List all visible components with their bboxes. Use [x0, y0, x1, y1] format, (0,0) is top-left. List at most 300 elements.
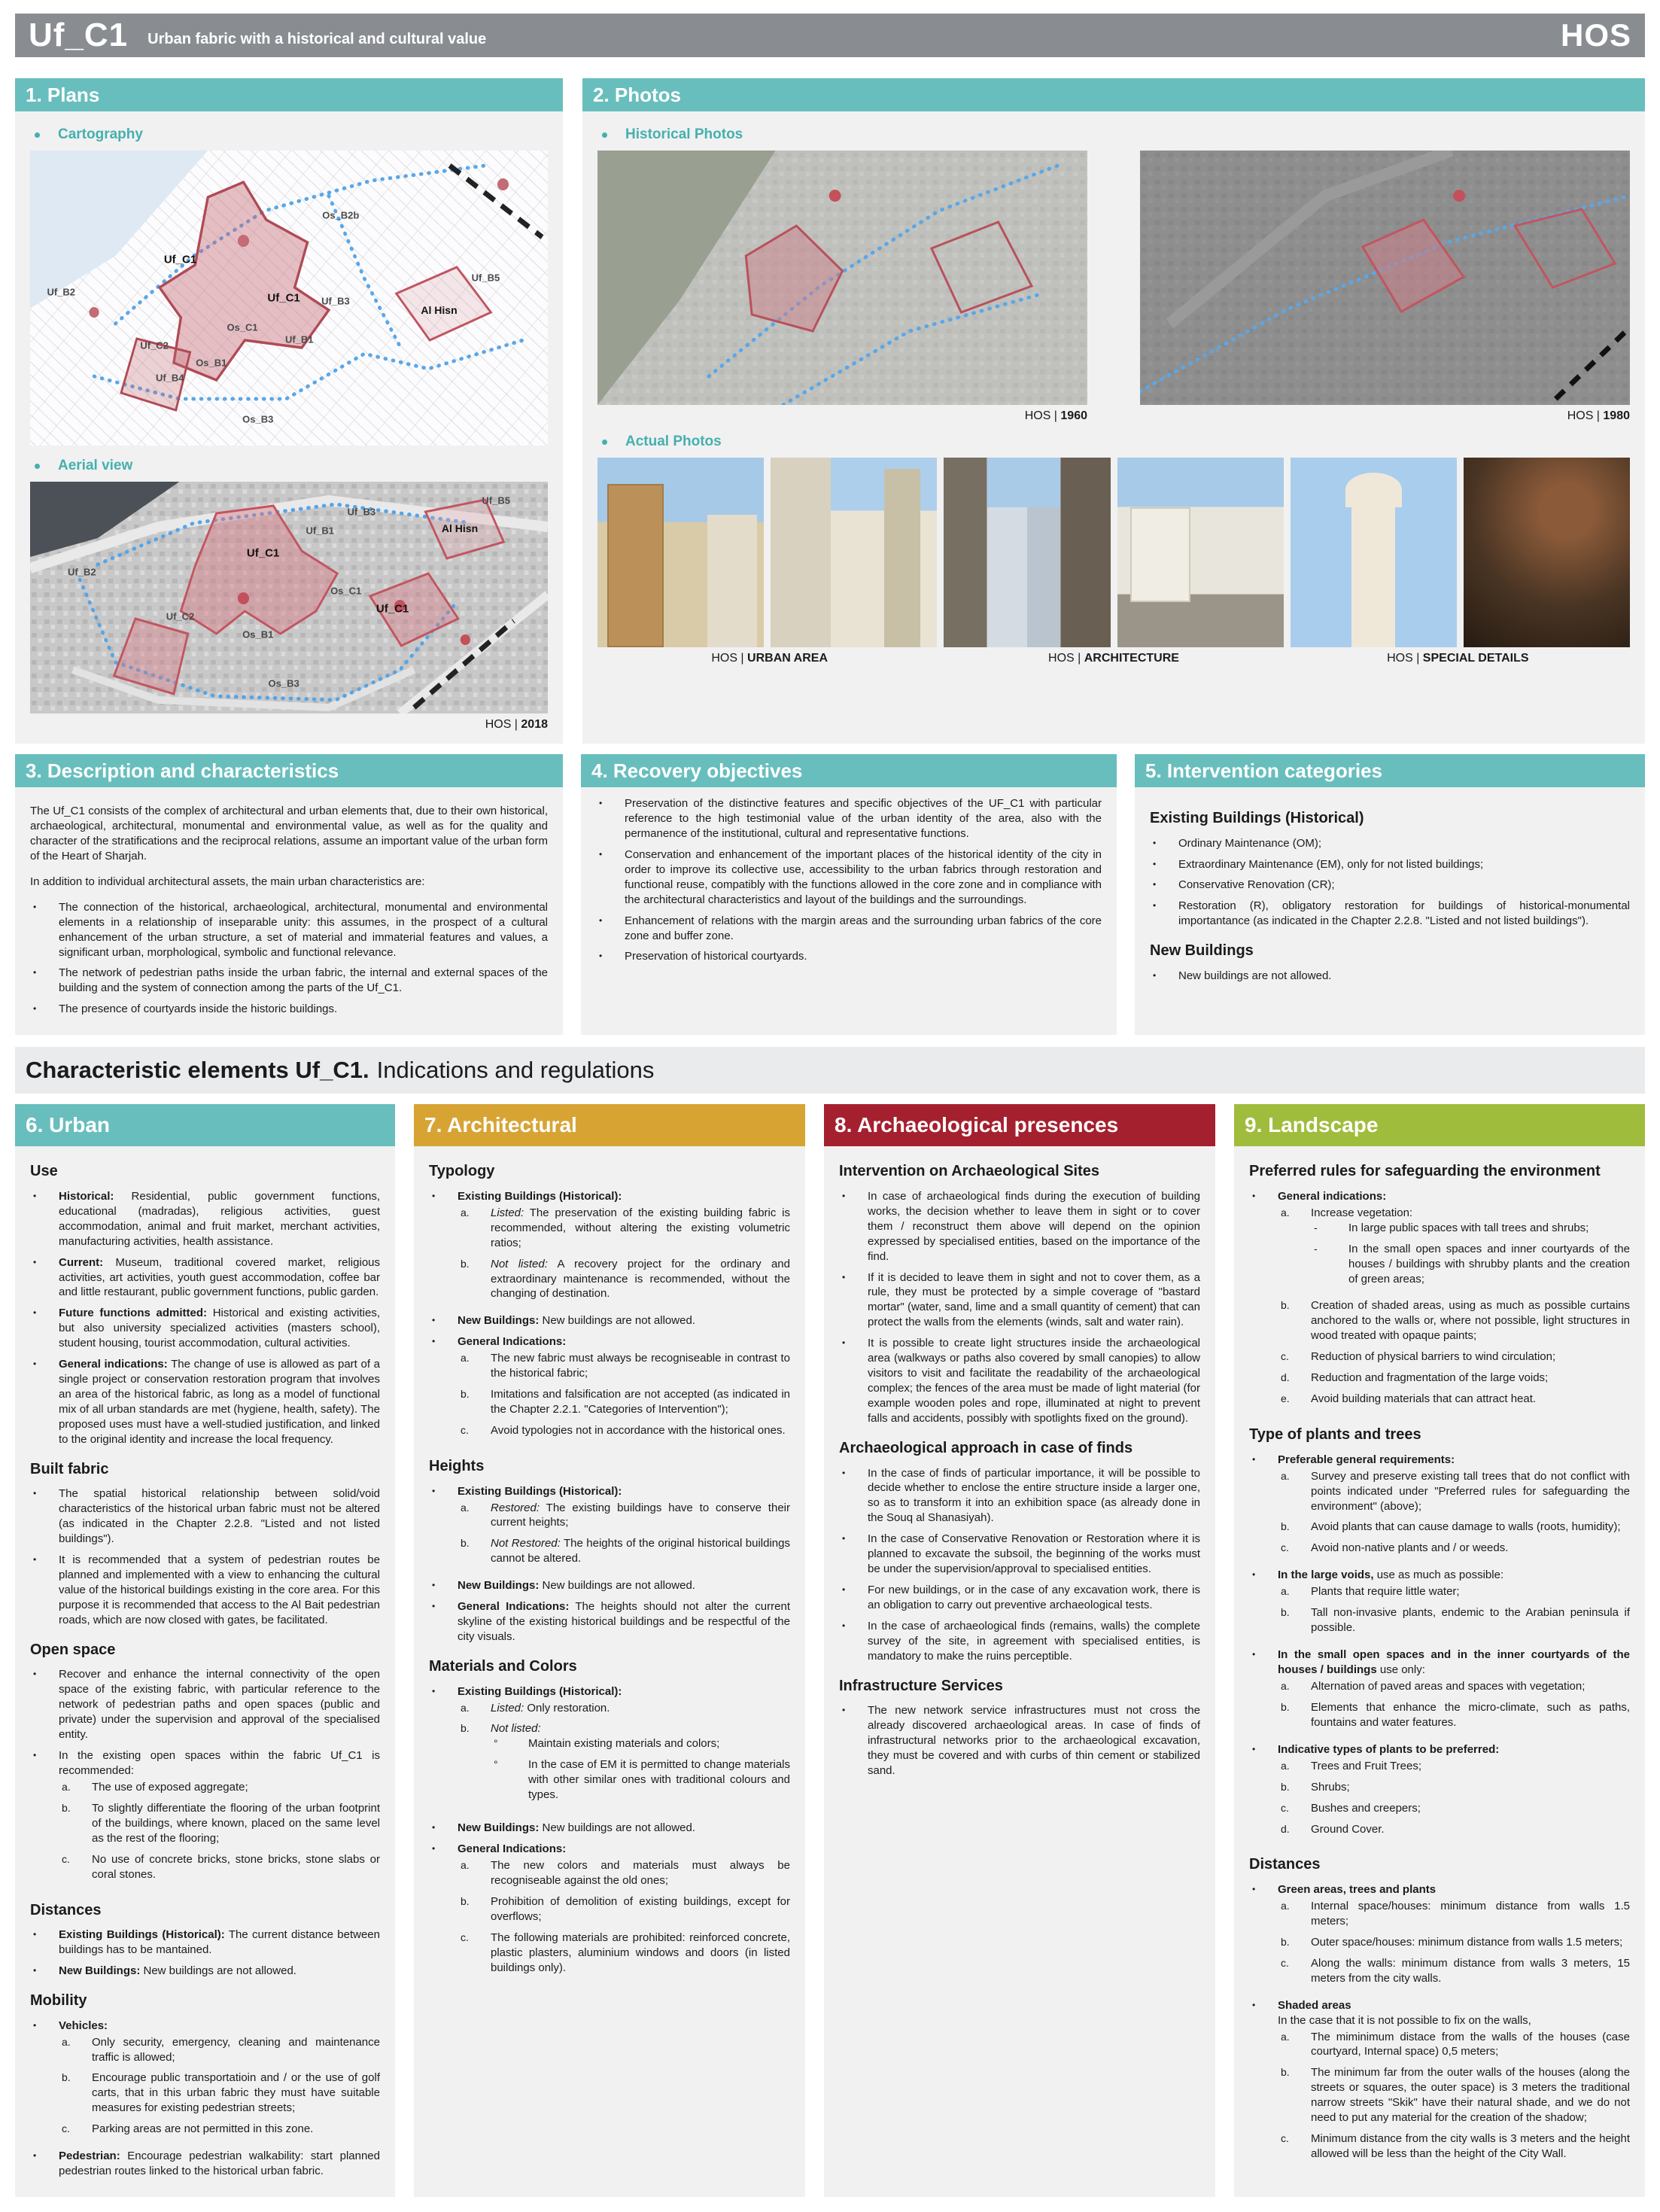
list-marker: ° — [494, 1737, 498, 1750]
list-item — [30, 1306, 380, 1351]
list-item — [1278, 1956, 1630, 1986]
actual-photo-1 — [597, 458, 764, 647]
list-marker: a. — [461, 1501, 470, 1514]
list — [1249, 1882, 1630, 2168]
list-item — [458, 1858, 790, 1888]
list-item-text: In the case of Conservative Renovation or Restoration where it is planned to excavate the subsoil, the beginning of the works must be under the supervision/approval to specialised entities. — [868, 1532, 1200, 1576]
list-item — [1150, 969, 1630, 984]
list-item-text: Reduction of physical barriers to wind circulation; — [1311, 1350, 1556, 1364]
list-item-text: Green areas, trees and plants a. Internal space/houses: minimum distance from walls 1.5 meters; b. Outer space/houses: minimum distance from walls 1.5 meters; c. Along the walls: minimum distance from walls 3 meters, 15 meters from the city walls. — [1278, 1883, 1630, 1985]
section-recovery-header: 4. Recovery objectives — [581, 754, 1117, 787]
list-marker: • — [1252, 1453, 1256, 1465]
list-item — [491, 1736, 790, 1751]
map-label: Uf_B4 — [155, 372, 184, 384]
list-marker: b. — [1281, 1780, 1290, 1793]
section-landscape-header: 9. Landscape — [1234, 1104, 1645, 1146]
list-item — [1249, 1742, 1630, 1843]
map-label: Os_B3 — [268, 677, 299, 689]
list-marker: • — [432, 1190, 436, 1201]
list-item — [1311, 1221, 1630, 1236]
intervention-body — [1135, 787, 1645, 1035]
list-item — [458, 1387, 790, 1417]
map-label: Uf_B5 — [482, 494, 510, 507]
map-label: Os_C1 — [227, 321, 258, 333]
subsection-heading: Intervention on Archaeological Sites — [839, 1163, 1099, 1180]
list — [1249, 1189, 1630, 1413]
list-marker: b. — [1281, 1700, 1290, 1713]
cartography-label: Cartography — [30, 126, 548, 143]
list-marker: a. — [1281, 1759, 1290, 1772]
list-item-text: New Buildings: New buildings are not allowed. — [458, 1821, 695, 1835]
list-marker: a. — [1281, 1469, 1290, 1482]
list-marker: • — [599, 848, 603, 860]
list-item-text: Alternation of paved areas and spaces with vegetation; — [1311, 1679, 1586, 1693]
list — [30, 1486, 380, 1627]
map-label: Uf_C2 — [166, 610, 195, 622]
list-item — [1249, 1648, 1630, 1736]
list-item-text: The new colors and materials must always be recogniseable against the old ones; — [491, 1859, 790, 1887]
list-item-text: It is possible to create light structures inside the archaeological area (walkways or paths also covered by small canopies) to allow visitors to visit and facilitate the readability of the archaeological complex; the fences of the area must be made of light material (for example wooden poles and rope, illuminated at night to prevent falls and accidents, possibly with spotlights fixed on the ground). — [868, 1337, 1200, 1425]
list-marker: • — [432, 1336, 436, 1347]
landscape-body — [1234, 1146, 1645, 2197]
list-item — [429, 1334, 790, 1444]
list-marker: b. — [1281, 1935, 1290, 1948]
list-item — [1150, 857, 1630, 872]
list-item-text: The following materials are prohibited: reinforced concrete, plastic plasters, aluminium windows and doors (in listed buildings only). — [491, 1931, 790, 1974]
list-marker: • — [33, 2019, 37, 2031]
list — [30, 1667, 380, 1888]
list-item — [1278, 1759, 1630, 1774]
characteristic-elements-banner: Characteristic elements Uf_C1. Indications and regulations — [15, 1047, 1645, 1094]
list — [1278, 1759, 1630, 1837]
list — [1278, 2030, 1630, 2162]
list-item — [1311, 1242, 1630, 1287]
list-item — [429, 1842, 790, 1982]
list-item-text: Restored: The existing buildings have to conserve their current heights; — [491, 1501, 790, 1529]
historical-photo-1980 — [1140, 151, 1630, 405]
section-archaeological — [824, 1104, 1215, 2197]
list-item-text: The spatial historical relationship between solid/void characteristics of the historical urban fabric must not be altered (as indicated in the Chapter 2.2.8. "Listed and not listed buildings"). — [59, 1487, 380, 1546]
list-item — [30, 1486, 380, 1547]
list-marker: a. — [461, 1352, 470, 1365]
list-marker: • — [33, 1359, 37, 1370]
list-item — [1278, 1700, 1630, 1730]
list-item — [429, 1313, 790, 1328]
map-label: Uf_B5 — [471, 272, 500, 284]
list-marker: • — [432, 1822, 436, 1833]
list-item — [839, 1189, 1200, 1264]
list — [839, 1466, 1200, 1664]
list-marker: - — [1314, 1221, 1318, 1234]
list-item-text: Pedestrian: Encourage pedestrian walkability: start planned pedestrian routes linked to the historical urban fabric. — [59, 2150, 380, 2178]
list-item-text: In case of archaeological finds during the execution of building works, the decision whether to leave them in sight or to cover them / reconstruct them above will depend on the opinion expressed by specialised entities, based on the importance of the find. — [868, 1189, 1200, 1263]
list-item — [429, 1821, 790, 1836]
list-item-text: The miminimum distace from the walls of the houses (case courtyard, Internal space) 0,5 meters; — [1311, 2030, 1630, 2058]
list-item-text: Vehicles: a. Only security, emergency, cleaning and maintenance traffic is allowed; b. Encourage public transportatioin and / or the use of golf carts, that in this urban fabric they must have suitable measures for existing pedestrian streets; c. Parking areas are not permitted in this zone. — [59, 2019, 380, 2136]
list-item — [1278, 1298, 1630, 1343]
list-item-text: Ordinary Maintenance (OM); — [1178, 836, 1322, 850]
list-marker: c. — [1281, 1801, 1289, 1814]
list-marker: c. — [1281, 1541, 1289, 1554]
section-architectural-header: 7. Architectural — [414, 1104, 805, 1146]
list-item-text: New Buildings: New buildings are not allowed. — [458, 1579, 695, 1593]
list-marker: - — [1314, 1242, 1318, 1255]
list-item — [1150, 899, 1630, 929]
section-urban-header: 6. Urban — [15, 1104, 395, 1146]
list-item — [458, 1536, 790, 1566]
list-marker: • — [842, 1190, 846, 1201]
list-item-text: Restoration (R), obligatory restoration for buildings of historical-monumental importantance (as indicated in the Chapter 2.2.8. "Listed and not listed buildings"). — [1178, 899, 1630, 928]
list-item-text: New Buildings: New buildings are not allowed. — [59, 1964, 296, 1978]
list-item-text: In the existing open spaces within the fabric Uf_C1 is recommended: a. The use of exposed aggregate; b. To slightly differentiate the flooring of the urban footprint of the buildings, where known, placed on the same level as the rest of the flooring; c. No use of concrete bricks, stone bricks, stone slabs or coral stones. — [59, 1749, 380, 1881]
actual-photo-5 — [1291, 458, 1457, 647]
list-item-text: In the large voids, use as much as possible: a. Plants that require little water; b. Tall non-invasive plants, endemic to the Arabian peninsula if possible. — [1278, 1568, 1630, 1635]
list — [59, 2035, 380, 2137]
list-item — [458, 1351, 790, 1381]
list-marker: e. — [1281, 1392, 1290, 1405]
map-label-uf-c1: Uf_C1 — [246, 546, 280, 560]
list-marker: a. — [62, 1781, 71, 1794]
list-marker: a. — [1281, 1899, 1290, 1912]
list-item-text: Extraordinary Maintenance (EM), only for not listed buildings; — [1178, 857, 1484, 871]
hos-logo: HOS — [1560, 17, 1631, 53]
list-item-text: In large public spaces with tall trees and shrubs; — [1348, 1221, 1589, 1234]
list-marker: a. — [1281, 1679, 1290, 1692]
paragraph: The Uf_C1 consists of the complex of architectural and urban elements that, due to their own historical, archaeological, architectural, monumental and environmental value, as well as for the quality and character of the stratifications and the reciprocal relations, assume an important value of the urban form of the Heart of Sharjah. — [30, 805, 548, 863]
subsection-heading: Distances — [30, 1901, 102, 1918]
list-marker: c. — [62, 1852, 70, 1865]
list-marker: • — [432, 1485, 436, 1496]
map-label-al-hisn: Al Hisn — [421, 303, 458, 316]
list-item — [458, 1701, 790, 1716]
list-item-text: Existing Buildings (Historical): a. Listed: Only restoration. b. Not listed: ° Maintain existing materials and colors; ° In the case of EM it is permitted to change materials with other similar ones with traditional colours and types. — [458, 1684, 790, 1815]
list — [458, 1206, 790, 1302]
list-item-text: General indications: a. Increase vegetation: - In large public spaces with tall trees and shrubs; - In the small open spaces and inner courtyards of the houses / buildings with shrubby plants and the creation of green areas; b. Creation of shaded areas, using as much as possible curtains anchored to the walls or, where not possible, light structures in wood treated with opaque paints; c. Reduction of physical barriers to wind circulation; d. Reduction and fragmentation of the large voids; e. Avoid building materials that can attract heat. — [1278, 1189, 1630, 1406]
list-item-text: No use of concrete bricks, stone bricks, stone slabs or coral stones. — [92, 1852, 380, 1881]
list-item — [429, 1684, 790, 1815]
list-marker: b. — [1281, 1520, 1290, 1533]
list-item — [1278, 1780, 1630, 1795]
list-item-text: The new fabric must always be recogniseable in contrast to the historical fabric; — [491, 1352, 790, 1380]
list-marker: • — [33, 1965, 37, 1976]
list-item — [30, 1928, 380, 1958]
list-item-text: Shrubs; — [1311, 1780, 1350, 1794]
list — [30, 2019, 380, 2179]
list-item — [30, 2019, 380, 2144]
section-urban — [15, 1104, 395, 2197]
list-item — [1278, 1541, 1630, 1556]
list-marker: • — [1153, 858, 1157, 869]
urban-body — [15, 1146, 395, 2197]
list — [458, 1501, 790, 1567]
list-item-text: It is recommended that a system of pedestrian routes be planned and implemented with a view to enhancing the cultural value of the historical buildings existing in the core area. For this purpose it is recommended that access to the Al Bait pedestrian roads, which are now closed with gates, be facilitated. — [59, 1553, 380, 1626]
list-item — [1278, 1469, 1630, 1514]
list-marker: • — [1252, 1649, 1256, 1660]
list-marker: • — [842, 1584, 846, 1596]
list-item-text: In the case of finds of particular importance, it will be possible to decide whether to enclose the entire structure inside a larger one, so as to transform it into an exhibition space (as already done in the Souq al Shanasiyah). — [868, 1466, 1200, 1525]
map-label: Uf_B2 — [68, 566, 96, 578]
title-bar — [15, 14, 1645, 57]
list-item — [458, 1931, 790, 1976]
list — [30, 900, 548, 1018]
list-item-text: Elements that enhance the micro-climate, such as paths, fountains and water features. — [1311, 1700, 1630, 1729]
actual-photo-6 — [1464, 458, 1630, 647]
list-item — [458, 1721, 790, 1809]
teal-bullet-icon — [35, 132, 40, 138]
list-item-text: General indications: The change of use is allowed as part of a single project or conservation restoration program that involves an area of the historical fabric, as long as a model of functional mix of all urban standards are met (hygiene, health, safety). The proposed uses must have a well-studied justification, and linked to the original identity and increase the local frequency. — [59, 1358, 381, 1446]
list — [30, 1928, 380, 1979]
list-item — [1249, 1568, 1630, 1642]
list-item — [30, 1748, 380, 1888]
list-marker: c. — [1281, 2132, 1289, 2145]
section-description-header: 3. Description and characteristics — [15, 754, 563, 787]
list-item-text: Increase vegetation: - In large public spaces with tall trees and shrubs; - In the small open spaces and inner courtyards of the houses / buildings with shrubby plants and the creation of green areas; — [1311, 1206, 1630, 1286]
paragraph: In addition to individual architectural assets, the main urban characteristics are: — [30, 875, 425, 888]
list-marker: b. — [461, 1257, 470, 1270]
list — [59, 1780, 380, 1882]
map-label: Os_C1 — [330, 585, 362, 597]
list-item-text: General Indications: a. The new fabric must always be recogniseable in contrast to the historical fabric; b. Imitations and falsification are not accepted (as indicated in the Chapter 2.2.1. "Categories of Intervention"); c. Avoid typologies not in accordance with the historical ones. — [458, 1335, 790, 1438]
list-item — [839, 1466, 1200, 1526]
list-item-text: Avoid building materials that can attract heat. — [1311, 1392, 1537, 1406]
list-item — [491, 1757, 790, 1803]
list-marker: • — [1153, 837, 1157, 848]
list-marker: a. — [461, 1701, 470, 1714]
actual-caption-urban-area: HOS | URBAN AREA — [711, 652, 828, 665]
aerial-view-image — [30, 482, 548, 713]
list-item — [1278, 1371, 1630, 1386]
list-item — [1278, 2030, 1630, 2060]
section-photos — [582, 78, 1645, 744]
list-marker: a. — [1281, 2030, 1290, 2043]
list-item-text: Avoid non-native plants and / or weeds. — [1311, 1541, 1509, 1555]
list-marker: • — [842, 1467, 846, 1478]
teal-bullet-icon — [602, 440, 607, 445]
list — [458, 1351, 790, 1438]
list — [1311, 1221, 1630, 1287]
list — [458, 1858, 790, 1976]
list-marker: • — [33, 2150, 37, 2162]
list-item-text: If it is decided to leave them in sight and not to cover them, as a rule, they must be protected by a simple coverage of "bastard mortar" (water, sand, lime and a small quantity of cement) that can protect the walls from the elements (winds, salt and water rain). — [868, 1270, 1200, 1329]
cartography-map — [30, 151, 548, 446]
map-label: Uf_B2 — [47, 286, 76, 298]
section-description — [15, 754, 563, 1035]
subsection-heading: Preferred rules for safeguarding the environment — [1249, 1163, 1601, 1180]
list-marker: b. — [461, 1537, 470, 1550]
list-item — [1249, 1453, 1630, 1562]
list-item — [30, 2149, 380, 2179]
list-item-text: In the small open spaces and inner courtyards of the houses / buildings with shrubby plants and the creation of green areas; — [1348, 1242, 1630, 1286]
list-item — [1150, 878, 1630, 893]
list-item — [30, 1964, 380, 1979]
list-marker: • — [1153, 969, 1157, 981]
list-item-text: Prohibition of demolition of existing buildings, except for overflows; — [491, 1894, 790, 1923]
list-item-text: Shaded areas In the case that it is not possible to fix on the walls, a. The miminimum distace from the walls of the houses (case courtyard, Internal space) 0,5 meters; b. The minimum far from the outer walls of the houses (along the streets or squares, the outer space) is 3 meters the traditional narrow streets "Skik" have their natural shade, and we do not need to put any material for the creation of the shadow; c. Minimum distance from the city walls is 3 meters and the height allowed will be less than the height of the City Wall. — [1278, 1998, 1630, 2161]
list-item — [59, 2122, 380, 2137]
actual-caption-special-details: HOS | SPECIAL DETAILS — [1387, 652, 1529, 665]
list-item-text: New Buildings: New buildings are not allowed. — [458, 1314, 695, 1328]
list — [458, 1701, 790, 1809]
list-item-text: Plants that require little water; — [1311, 1585, 1460, 1599]
list-marker: • — [33, 1256, 37, 1267]
list-marker: b. — [1281, 1299, 1290, 1312]
list-marker: b. — [1281, 1606, 1290, 1619]
list — [839, 1189, 1200, 1426]
list-item-text: Tall non-invasive plants, endemic to the Arabian peninsula if possible. — [1311, 1606, 1630, 1635]
list-item — [596, 796, 1102, 841]
list-item — [458, 1501, 790, 1531]
subsection-heading: New Buildings — [1150, 942, 1254, 960]
historical-photos-label: Historical Photos — [597, 126, 1630, 143]
section-photos-header: 2. Photos — [582, 78, 1645, 111]
list-item-text: In the case of EM it is permitted to change materials with other similar ones with traditional colours and types. — [528, 1758, 790, 1802]
list-marker: • — [1153, 900, 1157, 911]
list-item-text: Ground Cover. — [1311, 1822, 1385, 1836]
list-item — [30, 1553, 380, 1628]
list — [1150, 969, 1630, 984]
list-item — [1278, 1349, 1630, 1365]
actual-photo-4 — [1117, 458, 1284, 647]
list-item — [429, 1599, 790, 1645]
list-marker: • — [432, 1685, 436, 1696]
description-body — [15, 787, 563, 1035]
map-label: Os_B1 — [196, 357, 227, 369]
section-intervention-header: 5. Intervention categories — [1135, 754, 1645, 787]
list — [30, 1189, 380, 1447]
list-item-text: Preservation of historical courtyards. — [625, 950, 807, 963]
list-item-text: Parking areas are not permitted in this zone. — [92, 2122, 314, 2136]
subsection-heading: Use — [30, 1163, 58, 1180]
list-item — [458, 1894, 790, 1924]
list — [1278, 1206, 1630, 1407]
archaeological-body — [824, 1146, 1215, 2197]
list-item-text: Not Restored: The heights of the original historical buildings cannot be altered. — [491, 1537, 790, 1565]
historical-caption-1960: HOS | 1960 — [1024, 409, 1087, 422]
aerial-view-label: Aerial view — [30, 458, 548, 474]
list-item-text: Not listed: ° Maintain existing materials and colors; ° In the case of EM it is permitted to change materials with other similar ones with traditional colours and types. — [491, 1722, 790, 1802]
subsection-heading: Existing Buildings (Historical) — [1150, 810, 1364, 826]
fabric-code: Uf_C1 — [29, 17, 129, 53]
list — [491, 1736, 790, 1803]
list-item-text: General Indications: a. The new colors and materials must always be recogniseable against the old ones; b. Prohibition of demolition of existing buildings, except for overflows; c. The following materials are prohibited: reinforced concrete, plastic plasters, aluminium windows and doors (in listed buildings only). — [458, 1842, 790, 1974]
list-item-text: Indicative types of plants to be preferred: a. Trees and Fruit Trees; b. Shrubs; c. Bushes and creepers; d. Ground Cover. — [1278, 1742, 1630, 1843]
list-marker: • — [599, 951, 603, 962]
list-marker: ° — [494, 1758, 498, 1771]
map-label: Os_B3 — [242, 413, 274, 425]
subsection-heading: Infrastructure Services — [839, 1677, 1003, 1694]
list-item — [596, 949, 1102, 964]
list-item — [839, 1583, 1200, 1613]
map-label: Uf_B1 — [284, 333, 314, 345]
list-item-text: Conservative Renovation (CR); — [1178, 878, 1335, 892]
list-marker: • — [432, 1601, 436, 1612]
list-item — [1249, 1189, 1630, 1413]
list-marker: c. — [461, 1424, 469, 1437]
list — [1278, 1584, 1630, 1635]
list-item-text: The minimum far from the outer walls of the houses (along the streets or squares, the outer space) is 3 meters the traditional narrow streets "Skik" have their natural shade, and we do not need to put any material for the creation of the shadow; — [1311, 2066, 1630, 2125]
list-marker: d. — [1281, 1822, 1290, 1835]
list-item-text: Historical: Residential, public government functions, educational (madradas), religious activities, guest accommodation, animal and fruit market, merchant activities, manufacturing activities, health assistance. — [59, 1189, 380, 1248]
list-marker: • — [842, 1620, 846, 1631]
list-item — [30, 966, 548, 996]
list-item — [1278, 2131, 1630, 2162]
list-item — [596, 847, 1102, 908]
list-item-text: Trees and Fruit Trees; — [1311, 1759, 1421, 1772]
list-marker: • — [842, 1705, 846, 1716]
subsection-heading: Heights — [429, 1457, 485, 1474]
list-marker: • — [842, 1533, 846, 1544]
list — [429, 1189, 790, 1444]
list-marker: d. — [1281, 1371, 1290, 1384]
map-label: Os_B2b — [322, 209, 360, 221]
list-marker: c. — [1281, 1350, 1289, 1363]
list-marker: • — [1252, 1884, 1256, 1895]
list-marker: b. — [461, 1894, 470, 1907]
list-marker: a. — [1281, 1206, 1290, 1219]
section-landscape — [1234, 1104, 1645, 2197]
list-item-text: Survey and preserve existing tall trees that do not conflict with points indicated under "Preferred rules for safeguarding the environment" (above); — [1311, 1469, 1630, 1513]
historical-caption-1980: HOS | 1980 — [1567, 409, 1630, 422]
list-marker: • — [1252, 1569, 1256, 1581]
list-item-text: Current: Museum, traditional covered market, religious activities, art activities, youth guest accommodation, coffee bar and little restaurant, public government functions, public garden. — [59, 1255, 380, 1299]
list-item-text: Existing Buildings (Historical): The current distance between buildings has to be mantained. — [59, 1928, 380, 1957]
recovery-body — [581, 787, 1117, 1035]
historical-photo-1960 — [597, 151, 1087, 405]
list-item-text: The use of exposed aggregate; — [92, 1781, 248, 1794]
list-marker: • — [842, 1271, 846, 1282]
list-item — [429, 1578, 790, 1593]
list-marker: b. — [62, 2071, 71, 2084]
historical-photo-art — [1140, 151, 1630, 405]
list-item-text: Listed: The preservation of the existing building fabric is recommended, without altering the existing volumetric ratios; — [491, 1206, 790, 1249]
list-item-text: New buildings are not allowed. — [1178, 969, 1332, 982]
list-marker: b. — [461, 1388, 470, 1401]
list-item-text: The connection of the historical, archaeological, architectural, monumental and environmental elements in a relationship of inseparable unity: this assumes, in the prospect of a cultural enhancement of the urban structure, a set of material and immaterial features and values, a significant urban, morphological, symbolic and functional relevance. — [59, 900, 548, 959]
list-marker: b. — [461, 1722, 470, 1735]
list-item — [1278, 1822, 1630, 1837]
list-marker: • — [432, 1580, 436, 1591]
list-marker: • — [432, 1843, 436, 1854]
list-item — [596, 914, 1102, 944]
subsection-heading: Archaeological approach in case of finds — [839, 1439, 1133, 1456]
actual-photo-2 — [771, 458, 937, 647]
list-marker: • — [1252, 1999, 1256, 2010]
list-item-text: Existing Buildings (Historical): a. Listed: The preservation of the existing building fabric is recommended, without altering the existing volumetric ratios; b. Not listed: A recovery project for the ordinary and extraordinary maintenance is recommended, without the changing of destination. — [458, 1189, 790, 1301]
list-item — [1278, 1520, 1630, 1535]
list-marker: • — [599, 914, 603, 926]
list — [1278, 1679, 1630, 1730]
list-marker: • — [33, 1554, 37, 1565]
teal-bullet-icon — [35, 464, 40, 469]
list-marker: a. — [461, 1206, 470, 1219]
list-item-text: Maintain existing materials and colors; — [528, 1737, 720, 1751]
list-item-text: Reduction and fragmentation of the large voids; — [1311, 1371, 1549, 1385]
list-item — [839, 1336, 1200, 1426]
list-marker: a. — [1281, 1585, 1290, 1598]
actual-photos-label: Actual Photos — [597, 434, 1630, 450]
list-item-text: Avoid typologies not in accordance with the historical ones. — [491, 1424, 786, 1438]
aerial-caption: HOS | 2018 — [485, 718, 548, 731]
list-marker: • — [1252, 1190, 1256, 1201]
list-item-text: The network of pedestrian paths inside the urban fabric, the internal and external spaces of the building and the system of connection among the parts of the Uf_C1. — [59, 966, 548, 995]
list-item — [1249, 1882, 1630, 1992]
list-item — [1278, 1899, 1630, 1929]
list-item — [1278, 1605, 1630, 1635]
teal-bullet-icon — [602, 132, 607, 138]
list-item — [1278, 1935, 1630, 1950]
list-item-text: Internal space/houses: minimum distance from walls 1.5 meters; — [1311, 1899, 1630, 1928]
list — [1278, 1469, 1630, 1556]
